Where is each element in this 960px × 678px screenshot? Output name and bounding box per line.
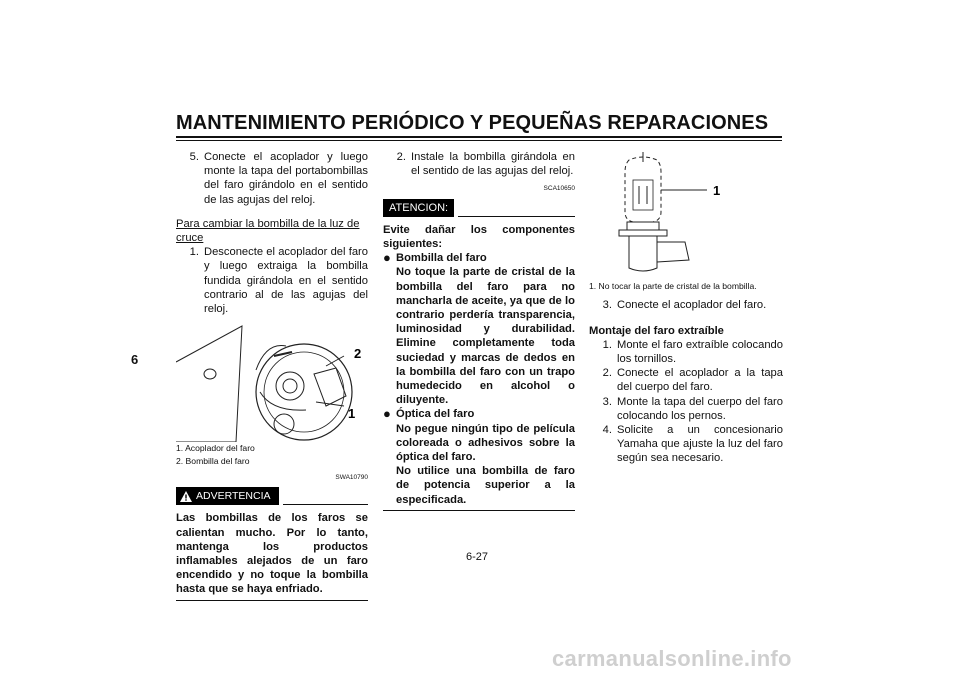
headlight-illustration — [176, 322, 368, 442]
footer-watermark: carmanualsonline.info — [552, 646, 792, 671]
warning-end-rule — [176, 600, 368, 601]
page-number: 6-27 — [466, 551, 489, 563]
figure-label-2: 2 — [354, 346, 362, 362]
step-1: 1. Desconecte el acoplador del faro y luego extraiga la bombilla fundida girándola en el sentido contrario al de las agujas del reloj. — [189, 246, 368, 316]
notice-header — [383, 199, 575, 217]
title-rule-thin — [176, 140, 782, 141]
figure-label-1: 1 — [348, 406, 356, 422]
install-step-4: 4. Solicite a un concesionario Yamaha que ajuste la luz del faro según sea necesario. — [602, 424, 783, 465]
bullet-1 — [383, 251, 575, 407]
notice-badge: ATENCION: — [383, 199, 454, 217]
install-step-3: 3. Monte la tapa del cuerpo del faro colocando los pernos. — [602, 395, 783, 422]
caption-2: 2. Bombilla del faro — [176, 455, 250, 466]
bullet-1-title: Bombilla del faro — [396, 252, 487, 265]
notice-code: SCA10650 — [543, 185, 575, 193]
subheading-low-beam: Para cambiar la bombilla de la luz de cruce — [176, 217, 360, 245]
step-3: 3. Conecte el acoplador del faro. — [602, 299, 767, 312]
warning-code: SWA10790 — [335, 474, 368, 482]
bulb-figure — [589, 150, 783, 278]
step-5: 5. Conecte el acoplador y luego monte la tapa del portabombillas del faro girándolo en el sentido de las agujas del reloj. — [189, 151, 368, 206]
notice-intro: Evite dañar los componentes siguientes: — [383, 223, 575, 251]
page-title: MANTENIMIENTO PERIÓDICO Y PEQUEÑAS REPARACIONES — [176, 112, 769, 134]
heading-install: Montaje del faro extraíble — [589, 324, 724, 337]
bullet-2-title: Óptica del faro — [396, 408, 475, 421]
bullet-2-text-1: No pegue ningún tipo de película coloreada o adhesivos sobre la óptica del faro. — [396, 422, 575, 464]
column-2 — [383, 150, 575, 511]
notice-end-rule — [383, 510, 575, 511]
install-step-2: 2. Conecte el acoplador a la tapa del cuerpo del faro. — [602, 367, 783, 394]
column-3 — [589, 150, 783, 466]
bullet-2-text-2: No utilice una bombilla de faro de potencia superior a la especificada. — [396, 465, 575, 506]
caption-1: 1. Acoplador del faro — [176, 443, 255, 454]
step-2: 2. Instale la bombilla girándola en el sentido de las agujas del reloj. — [396, 151, 575, 178]
caption-bulb: 1. No tocar la parte de cristal de la bombilla. — [589, 281, 757, 291]
column-1 — [176, 150, 368, 601]
bulb-illustration — [589, 150, 783, 278]
warning-badge: ADVERTENCIA — [176, 487, 279, 505]
bullet-2 — [383, 407, 575, 506]
headlight-figure — [176, 322, 368, 442]
title-rule — [176, 136, 782, 138]
warning-header — [176, 487, 368, 505]
figure-label-1: 1 — [713, 183, 721, 198]
bullet-1-text: No toque la parte de cristal de la bombilla del faro para no mancharla de aceite, ya que de lo contrario perdería transparencia, luminosidad y durabilidad. Elimine completamente toda suciedad y marcas de dedos en la bombilla del faro con un trapo humedecido en alcohol o diluyente. — [396, 266, 575, 407]
chapter-tab: 6 — [131, 352, 139, 367]
warning-text: Las bombillas de los faros se calientan mucho. Por lo tanto, mantenga los productos inflamables alejados de un faro encendido y no toque la bombilla hasta que se haya enfriado. — [176, 512, 368, 596]
warning-triangle-icon — [180, 491, 192, 502]
install-step-1: 1. Monte el faro extraíble colocando los tornillos. — [602, 338, 783, 366]
bullet-dot-icon: ● — [383, 250, 391, 266]
bullet-dot-icon: ● — [383, 406, 391, 422]
